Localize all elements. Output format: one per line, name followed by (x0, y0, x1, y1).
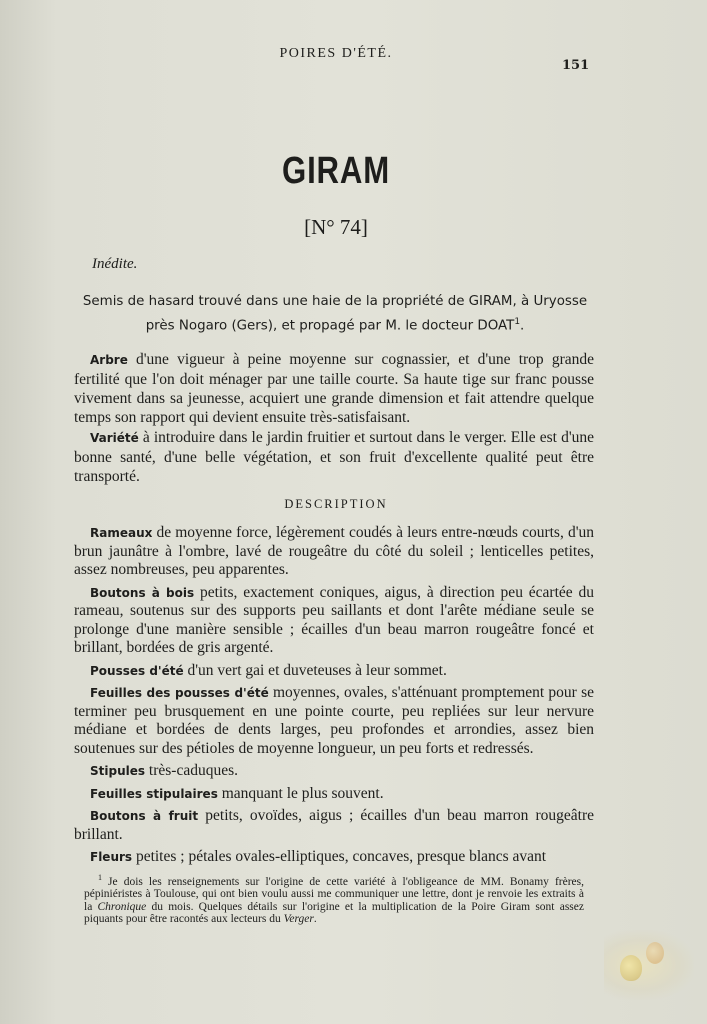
footnote-text-a: Je dois les renseignements sur l'origine de cette variété à l'obligeance de MM. Bonamy frères, pépiniéristes à Toulouse, qui ont bien voulu aussi me communiquer une lettre, dont je renvoie les extraits à la (84, 875, 584, 913)
description-item (74, 807, 594, 844)
item-lead: Boutons à bois (90, 585, 195, 600)
arbre-text: d'une vigueur à peine moyenne sur cognassier, et d'une trop grande fertilité que l'on doit ménager par une taille courte. Sa haute tige sur franc pousse vivement dans sa jeunesse, acquiert une grande dimension et fait attendre quelque temps son rapport qui devient ensuite très-satisfaisant. (74, 351, 594, 426)
description-item (74, 584, 594, 658)
footnote-text-c: . (313, 913, 317, 926)
item-text: moyennes, ovales, s'atténuant promptement pour se terminer peu brusquement en une pointe courte, peu repliées sur leur nervure médiane et bordées de dents larges, peu profondes et arrondies, assez bien soutenues sur des pétioles de moyenne longueur, un peu forts et redressés. (74, 684, 594, 757)
variete-text: à introduire dans le jardin fruitier et surtout dans le verger. Elle est d'une bonne santé, d'une belle végétation, et son fruit d'excellente qualité peut être transporté. (74, 429, 594, 485)
item-lead: Fleurs (90, 850, 133, 864)
item-lead: Pousses d'été (90, 663, 184, 678)
intro-paragraph: Semis de hasard trouvé dans une haie de la propriété de GIRAM, à Uryosse près Nogaro (Gers), et propagé par M. le docteur DOAT$^1$. (82, 294, 588, 334)
item-text: très-caduques. (145, 762, 238, 779)
footnote-text-b: du mois. Quelques détails sur l'origine et la multiplication de la Poire Giram sont assez piquants pour être racontés aux lecteurs du (84, 900, 584, 926)
fruit-illustration-fragment (620, 955, 642, 981)
running-title: POIRES D'ÉTÉ. (279, 46, 393, 61)
description-item (74, 848, 594, 867)
arbre-paragraph (74, 350, 594, 427)
variety-number: [N° 74] (304, 215, 368, 239)
description-item (74, 785, 594, 804)
footnote (84, 872, 584, 926)
description-item (74, 524, 594, 580)
item-text: de moyenne force, légèrement coudés à leurs entre-nœuds courts, d'un brun jaunâtre à l'ombre, lavé de rougeâtre du côté du soleil ; lenticelles petites, assez nombreuses, peu apparentes. (74, 524, 594, 578)
description-list (74, 524, 594, 871)
footnote-reference: 1 (514, 317, 521, 327)
fruit-illustration-fragment-2 (646, 942, 664, 964)
page-number: 151 (562, 58, 590, 73)
arbre-lead: Arbre (90, 353, 128, 367)
description-heading: DESCRIPTION (284, 497, 388, 511)
item-lead: Boutons à fruit (90, 809, 199, 823)
variete-paragraph (74, 428, 594, 486)
variety-title: GIRAM (282, 150, 390, 192)
item-text: manquant le plus souvent. (217, 784, 384, 802)
intro-text: Semis de hasard trouvé dans une haie de la propriété de GIRAM, à Uryosse près Nogaro (Gers), et propagé par M. le docteur DOAT (82, 294, 588, 334)
item-text: petits, exactement coniques, aigus, à direction peu écartée du rameau, soutenus sur des supports peu saillants et dont l'arête médiane seule se prolonge d'une manière sensible ; écailles d'un beau marron rougeâtre foncé et brillant, bordées de gris argenté. (74, 583, 594, 656)
description-item (74, 662, 594, 681)
item-lead: Feuilles stipulaires (90, 786, 218, 801)
page-stain (604, 930, 694, 1000)
footnote-italic-b: Verger (283, 913, 314, 926)
item-lead: Rameaux (90, 526, 153, 540)
description-item (74, 684, 594, 758)
item-lead: Stipules (90, 764, 146, 778)
footnote-italic-a: Chronique (97, 900, 147, 913)
item-lead: Feuilles des pousses d'été (90, 686, 269, 700)
variete-lead: Variété (90, 431, 139, 445)
variety-status: Inédite. (92, 256, 138, 272)
item-text: petits, ovoïdes, aigus ; écailles d'un beau marron rougeâtre brillant. (74, 807, 595, 843)
item-text: petites ; pétales ovales-elliptiques, concaves, presque blancs avant (132, 848, 547, 865)
description-item (74, 762, 594, 781)
footnote-mark: 1 (98, 873, 102, 882)
item-text: d'un vert gai et duveteuses à leur sommet. (183, 661, 447, 679)
